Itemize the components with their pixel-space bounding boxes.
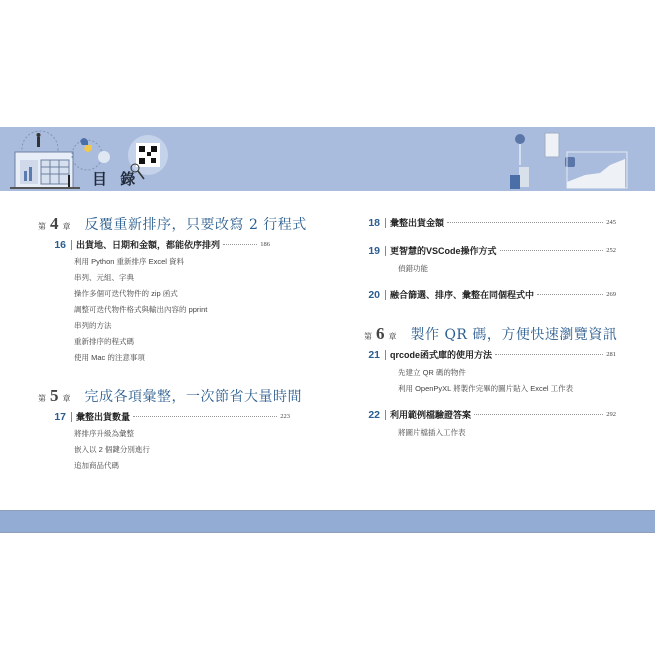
chapter-number: 4 [50, 214, 59, 233]
chapter-suffix: 章 [62, 222, 71, 231]
chapter-title: 製作 QR 碼，方便快速瀏覽資訊 [410, 327, 618, 343]
toc-section-entry[interactable] [362, 244, 616, 257]
toc-section-entry[interactable] [48, 238, 270, 251]
section-page: 269 [606, 291, 616, 298]
chapter-title: 反覆重新排序，只要改寫 2 行程式 [84, 217, 307, 233]
chapter-prefix: 第 [38, 394, 46, 403]
section-page: 223 [280, 413, 290, 420]
toc-section-entry[interactable] [362, 216, 616, 229]
chapter-number: 6 [376, 324, 385, 343]
toc-banner [0, 127, 655, 191]
section-page: 281 [606, 351, 616, 358]
dot-leader [474, 414, 603, 415]
chapter-title: 完成各項彙整，一次節省大量時間 [84, 389, 302, 405]
subsection-item: 偵錯功能 [398, 264, 428, 273]
subsection-item: 操作多個可迭代物件的 zip 函式 [74, 289, 178, 298]
bottom-decorative-band [0, 510, 655, 533]
section-page: 252 [606, 247, 616, 254]
toc-section-entry[interactable] [362, 408, 616, 421]
section-number: 18 [368, 216, 380, 229]
subsection-item: 串列、元組、字典 [74, 273, 134, 282]
section-number: 17 [54, 410, 66, 423]
subsection-item: 串列的方法 [74, 321, 112, 330]
subsection-item: 將圖片檔插入工作表 [398, 428, 466, 437]
subsection-item: 重新排序的程式碼 [74, 337, 134, 346]
subsection-item: 嵌入以 2 個鍵分別進行 [74, 445, 150, 454]
section-number: 20 [368, 288, 380, 301]
chapter-prefix: 第 [364, 332, 372, 341]
subsection-item: 將排序升級為彙整 [74, 429, 134, 438]
section-number: 22 [368, 408, 380, 421]
subsection-item: 追加商品代碼 [74, 461, 119, 470]
dot-leader [500, 250, 604, 251]
chapter-prefix: 第 [38, 222, 46, 231]
chapter-suffix: 章 [62, 394, 71, 403]
chapter-heading [38, 386, 302, 406]
section-page: 292 [606, 411, 616, 418]
section-page: 186 [260, 241, 270, 248]
section-title: 融合篩選、排序、彙整在同個程式中 [390, 290, 535, 300]
subsection-item: 利用 OpenPyXL 將製作完畢的圖片貼入 Excel 工作表 [398, 384, 574, 393]
toc-section-entry[interactable] [48, 410, 290, 423]
section-title: 彙整出貨金額 [390, 218, 445, 228]
subsection-item: 先建立 QR 碼的物件 [398, 368, 466, 377]
dot-leader [537, 294, 603, 295]
section-divider [71, 412, 72, 422]
section-divider [385, 246, 386, 256]
section-divider [385, 218, 386, 228]
chapter-suffix: 章 [388, 332, 397, 341]
section-title: qrcode函式庫的使用方法 [390, 350, 493, 360]
section-title: 彙整出貨數量 [76, 412, 131, 422]
section-title: 利用範例檔驗證答案 [390, 410, 472, 420]
section-title: 更智慧的VSCode操作方式 [390, 246, 497, 256]
subsection-item: 調整可迭代物件格式與輸出內容的 pprint [74, 305, 208, 314]
toc-section-entry[interactable] [362, 348, 616, 361]
chapter-number: 5 [50, 386, 59, 405]
section-number: 19 [368, 244, 380, 257]
dot-leader [133, 416, 277, 417]
dot-leader [495, 354, 603, 355]
section-divider [385, 350, 386, 360]
toc-section-entry[interactable] [362, 288, 616, 301]
section-page: 245 [606, 219, 616, 226]
section-divider [385, 290, 386, 300]
toc-title: 目 錄 [92, 170, 140, 188]
section-divider [71, 240, 72, 250]
subsection-item: 利用 Python 重新排序 Excel 資料 [74, 257, 185, 266]
section-number: 21 [368, 348, 380, 361]
data-charts-illustration-icon [505, 127, 635, 191]
dot-leader [447, 222, 603, 223]
section-divider [385, 410, 386, 420]
chapter-heading [38, 214, 307, 234]
dot-leader [223, 244, 257, 245]
chapter-heading [364, 324, 617, 344]
section-title: 出貨地、日期和金額，都能依序排列 [76, 240, 221, 250]
subsection-item: 使用 Mac 的注意事項 [74, 353, 145, 362]
section-number: 16 [54, 238, 66, 251]
